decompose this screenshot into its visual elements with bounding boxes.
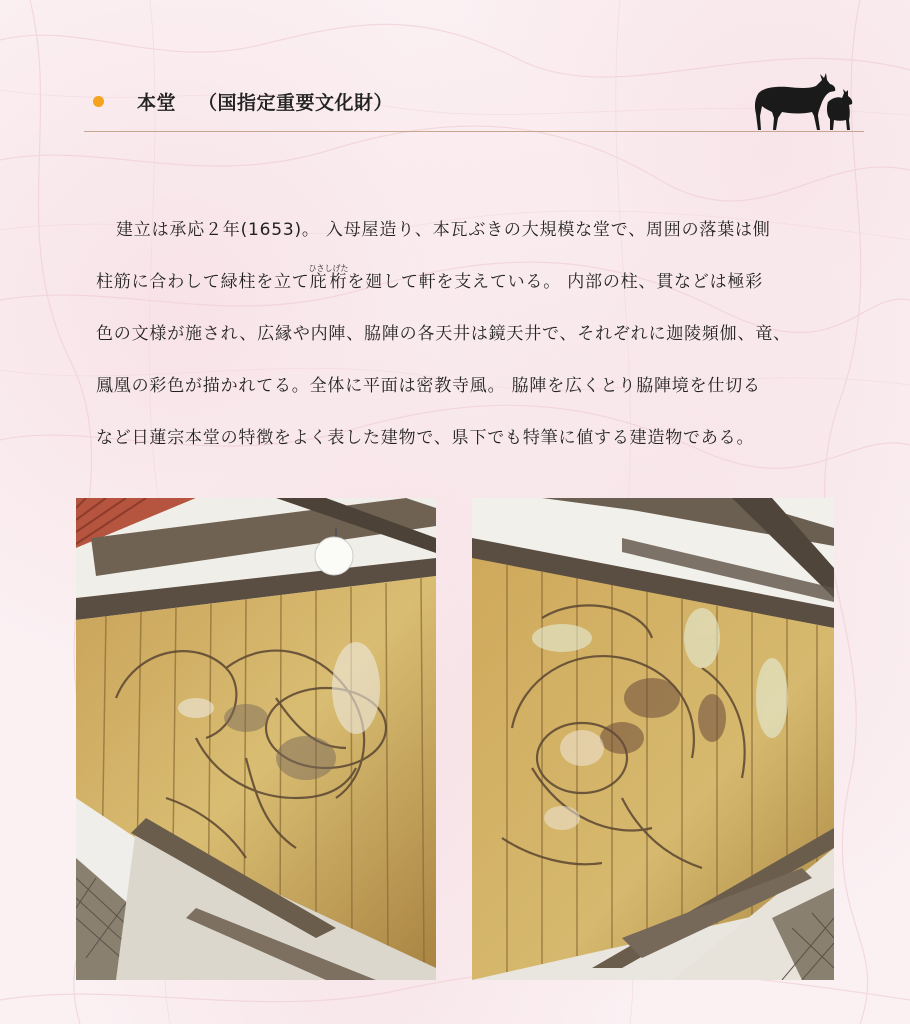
description-line-4: 鳳凰の彩色が描かれてる。全体に平面は密教寺風。 脇陣を広くとり脇陣境を仕切る — [96, 376, 761, 396]
description-paragraph — [96, 204, 836, 464]
section-header — [84, 82, 864, 132]
ruby-base: 庇桁 — [308, 272, 349, 292]
ruby-reading: ひさしげた — [308, 264, 349, 273]
section-title — [137, 88, 393, 115]
ceiling-painting-phoenix-photo — [76, 498, 436, 980]
title-main: 本堂 — [137, 92, 177, 114]
description-line-3: 色の文様が施され、広縁や内陣、脇陣の各天井は鏡天井で、それぞれに迦陵頻伽、竜、 — [96, 324, 791, 344]
description-line-5: など日蓮宗本堂の特徴をよく表した建物で、県下でも特筆に値する建造物である。 — [96, 428, 755, 448]
description-line-2 — [96, 256, 836, 308]
description-line-2-end: を廻して軒を支えている。 内部の柱、貫などは極彩 — [347, 272, 764, 292]
ruby-hisashigeta — [308, 264, 349, 292]
title-subtitle: （国指定重要文化財） — [198, 92, 394, 114]
header-divider — [84, 131, 864, 132]
deer-silhouette-icon — [752, 72, 860, 134]
description-line-2-start: 柱筋に合わして緑柱を立て — [96, 272, 310, 292]
ceiling-painting-kalavinka-photo — [472, 498, 834, 980]
bullet-icon — [93, 96, 104, 107]
description-line-1: 建立は承応２年(1653)。 入母屋造り、本瓦ぶきの大規模な堂で、周囲の落葉は側 — [116, 220, 771, 240]
